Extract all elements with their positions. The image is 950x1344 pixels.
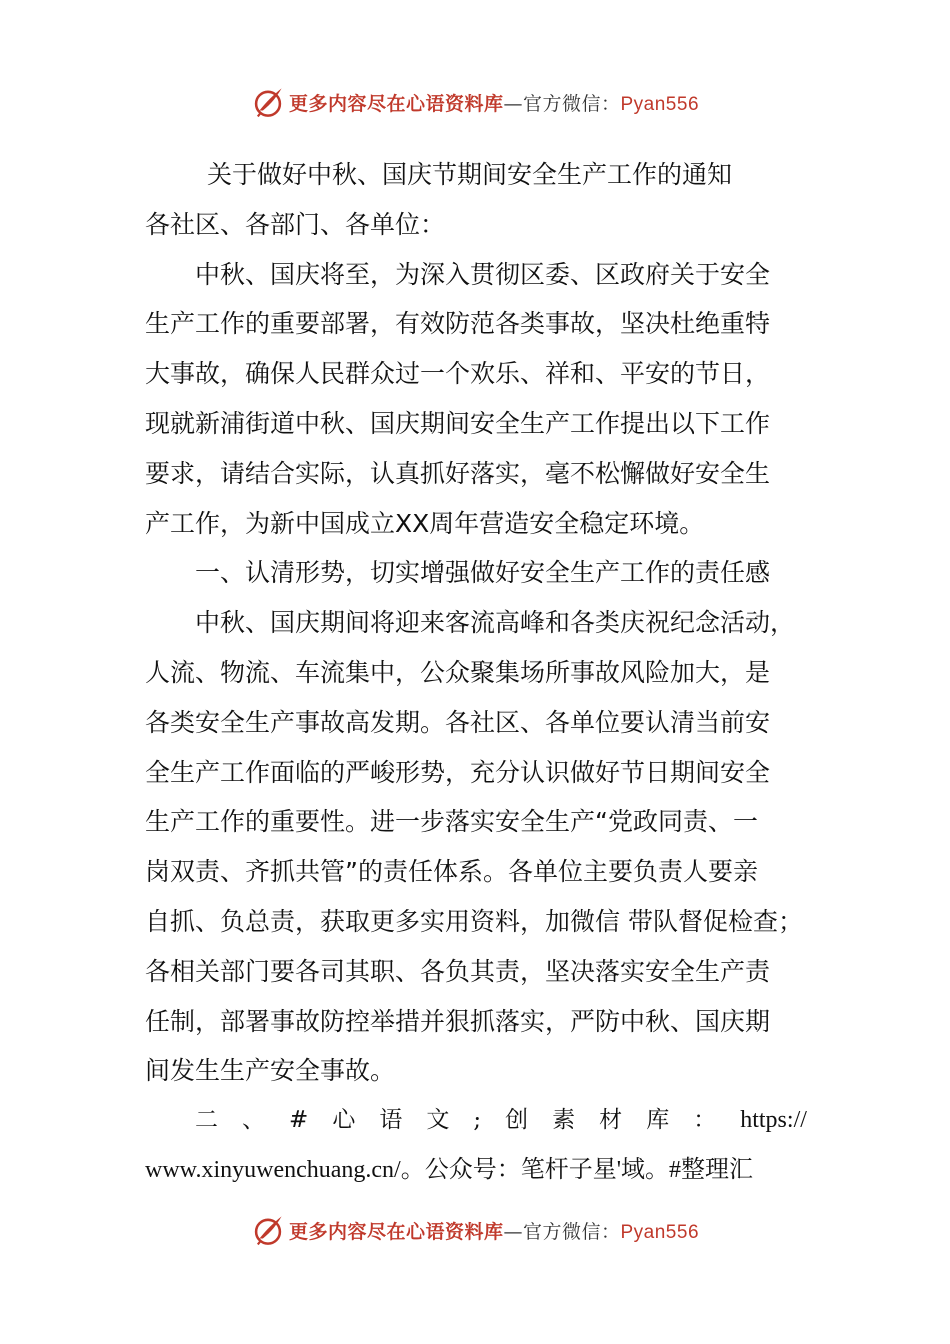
paragraph-line: 要求，请结合实际，认真抓好落实，毫不松懈做好安全生 [145,458,771,488]
footer-banner [0,1210,950,1250]
document-title: 关于做好中秋、国庆节期间安全生产工作的通知 [207,160,733,189]
quill-pen-logo-icon [251,85,285,119]
spaced-token: 、 [242,1107,266,1134]
spaced-token: 文 [426,1107,450,1134]
paragraph-line: 各相关部门要各司其职、各负其责，坚决落实安全生产责 [145,956,771,986]
url-fragment[interactable]: https:// [740,1107,807,1134]
paragraph-line: 间发生生产安全事故。 [145,1056,396,1086]
quill-pen-logo-icon [251,1213,285,1247]
paragraph-line: 生产工作的重要部署，有效防范各类事故，坚决杜绝重特 [145,309,771,339]
spaced-token: 语 [379,1107,403,1134]
url-text[interactable]: www.xinyuwenchuang.cn/。公众号：笔杆子星'域。#整理汇 [145,1156,754,1183]
spaced-token: 素 [552,1107,576,1134]
section-heading-1: 一、认清形势，切实增强做好安全生产工作的责任感 [195,558,771,588]
paragraph-line: 现就新浦街道中秋、国庆期间安全生产工作提出以下工作 [145,408,771,438]
paragraph-line: 任制，部署事故防控举措并狠抓落实，严防中秋、国庆期 [145,1006,771,1036]
spaced-link-line [145,1096,825,1146]
paragraph-2 [145,598,825,1096]
paragraph-line: 人流、物流、车流集中，公众聚集场所事故风险加大，是 [145,657,771,687]
paragraph-line: 中秋、国庆期间将迎来客流高峰和各类庆祝纪念活动， [195,608,796,638]
banner-text: 更多内容尽在心语资料库—官方微信：Pyan556 [288,1220,700,1243]
paragraph-line: 中秋、国庆将至，为深入贯彻区委、区政府关于安全 [195,259,771,289]
spaced-token: ： [693,1107,717,1134]
paragraph-line: 全生产工作面临的严峻形势，充分认识做好节日期间安全 [145,757,771,787]
paragraph-line: 各类安全生产事故高发期。各社区、各单位要认清当前安 [145,707,771,737]
banner-text: 更多内容尽在心语资料库—官方微信：Pyan556 [288,92,700,115]
spaced-token: 材 [599,1107,623,1134]
spaced-token: 库 [646,1107,670,1134]
spaced-token: 二 [195,1107,218,1134]
paragraph-line: 生产工作的重要性。进一步落实安全生产“党政同责、一 [145,807,758,837]
paragraph-line: 岗双责、齐抓共管”的责任体系。各单位主要负责人要亲 [145,857,758,887]
header-banner [0,82,950,122]
paragraph-line: 大事故，确保人民群众过一个欢乐、祥和、平安的节日， [145,359,771,389]
spaced-token: 心 [332,1107,356,1134]
spaced-token: ; [473,1107,482,1134]
salutation: 各社区、各部门、各单位： [145,209,446,239]
document-body [145,150,825,1196]
url-line [145,1146,825,1196]
spaced-token: 创 [505,1107,529,1134]
paragraph-1 [145,250,825,549]
paragraph-line: 自抓、负总责，获取更多实用资料，加微信 带队督促检查； [145,906,803,936]
paragraph-line: 产工作，为新中国成立XX周年营造安全稳定环境。 [145,508,705,538]
spaced-token: # [289,1107,309,1134]
